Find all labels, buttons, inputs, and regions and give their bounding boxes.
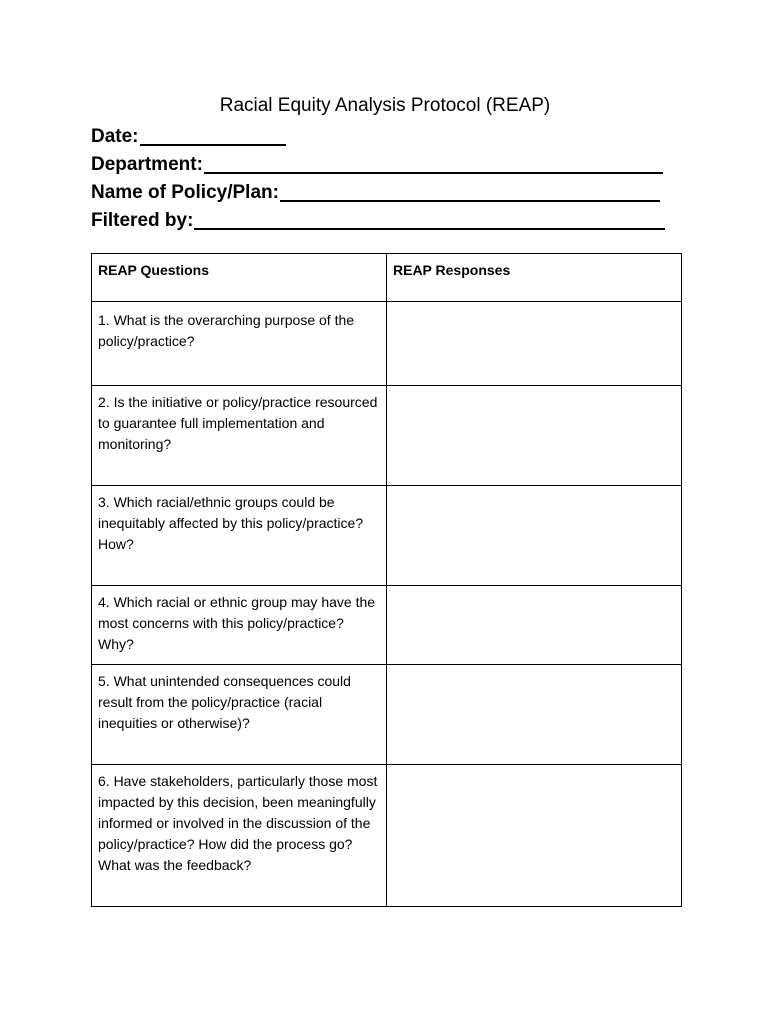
response-cell[interactable] <box>387 302 682 386</box>
response-cell[interactable] <box>387 665 682 765</box>
table-row <box>92 765 682 907</box>
filtered-by-blank-line[interactable] <box>194 210 665 230</box>
question-cell: 6. Have stakeholders, particularly those most impacted by this decision, been meaningfully informed or involved in the discussion of the policy/practice? How did the process go? What was the feedback? <box>92 765 387 907</box>
table-row <box>92 386 682 486</box>
response-cell[interactable] <box>387 486 682 586</box>
date-blank-line[interactable] <box>140 126 286 146</box>
department-label: Department: <box>91 154 203 175</box>
department-blank-line[interactable] <box>204 154 663 174</box>
filtered-by-label: Filtered by: <box>91 210 194 231</box>
table-row <box>92 665 682 765</box>
document-title: Racial Equity Analysis Protocol (REAP) <box>219 95 551 116</box>
response-cell[interactable] <box>387 586 682 665</box>
question-cell: 1. What is the overarching purpose of the policy/practice? <box>92 302 387 386</box>
table-header-row <box>92 254 682 302</box>
table-row <box>92 586 682 665</box>
date-field <box>91 122 286 148</box>
header-responses: REAP Responses <box>387 254 682 302</box>
response-cell[interactable] <box>387 386 682 486</box>
response-cell[interactable] <box>387 765 682 907</box>
reap-table <box>91 253 682 907</box>
date-label: Date: <box>91 126 139 147</box>
department-field <box>91 150 663 176</box>
question-cell: 4. Which racial or ethnic group may have the most concerns with this policy/practice? Why? <box>92 586 387 665</box>
policy-name-label: Name of Policy/Plan: <box>91 182 279 203</box>
question-cell: 2. Is the initiative or policy/practice resourced to guarantee full implementation and monitoring? <box>92 386 387 486</box>
table-row <box>92 486 682 586</box>
policy-name-field <box>91 178 660 204</box>
filtered-by-field <box>91 206 665 232</box>
table-row <box>92 302 682 386</box>
question-cell: 5. What unintended consequences could result from the policy/practice (racial inequities or otherwise)? <box>92 665 387 765</box>
question-cell: 3. Which racial/ethnic groups could be inequitably affected by this policy/practice? How? <box>92 486 387 586</box>
header-questions: REAP Questions <box>92 254 387 302</box>
policy-name-blank-line[interactable] <box>280 182 660 202</box>
